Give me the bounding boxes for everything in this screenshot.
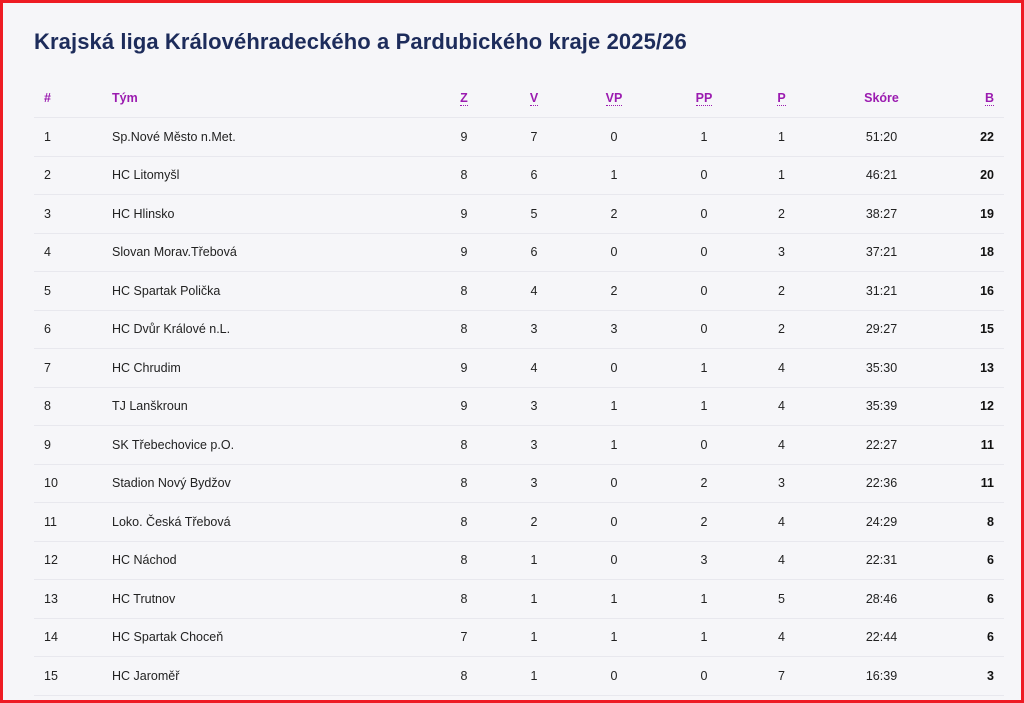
standings-table — [34, 79, 1004, 696]
cell-team: Loko. Česká Třebová — [112, 503, 424, 542]
cell-rank: 6 — [34, 310, 112, 349]
cell-score: 46:21 — [819, 156, 944, 195]
cell-wins: 1 — [504, 618, 564, 657]
cell-played: 9 — [424, 387, 504, 426]
cell-points: 6 — [944, 618, 1004, 657]
cell-score: 37:21 — [819, 233, 944, 272]
cell-losses: 4 — [744, 426, 819, 465]
cell-played: 9 — [424, 195, 504, 234]
header-losses[interactable]: P — [777, 91, 786, 105]
cell-ot-wins: 0 — [564, 503, 664, 542]
cell-ot-losses: 1 — [664, 387, 744, 426]
cell-points: 12 — [944, 387, 1004, 426]
cell-wins: 1 — [504, 580, 564, 619]
cell-wins: 2 — [504, 503, 564, 542]
cell-played: 8 — [424, 657, 504, 696]
cell-rank: 4 — [34, 233, 112, 272]
cell-ot-losses: 0 — [664, 310, 744, 349]
cell-rank: 7 — [34, 349, 112, 388]
cell-team: Slovan Morav.Třebová — [112, 233, 424, 272]
cell-played: 8 — [424, 503, 504, 542]
cell-points: 20 — [944, 156, 1004, 195]
table-row — [34, 580, 1004, 619]
cell-rank: 1 — [34, 118, 112, 157]
header-ot-losses[interactable]: PP — [695, 91, 713, 105]
cell-played: 9 — [424, 349, 504, 388]
table-row — [34, 156, 1004, 195]
table-row — [34, 272, 1004, 311]
cell-team: HC Chrudim — [112, 349, 424, 388]
cell-score: 29:27 — [819, 310, 944, 349]
table-row — [34, 195, 1004, 234]
cell-rank: 13 — [34, 580, 112, 619]
cell-team: HC Náchod — [112, 541, 424, 580]
cell-ot-wins: 1 — [564, 580, 664, 619]
cell-ot-wins: 2 — [564, 195, 664, 234]
cell-ot-wins: 0 — [564, 541, 664, 580]
cell-losses: 2 — [744, 272, 819, 311]
cell-wins: 6 — [504, 156, 564, 195]
cell-score: 35:39 — [819, 387, 944, 426]
cell-losses: 1 — [744, 118, 819, 157]
table-row — [34, 618, 1004, 657]
cell-wins: 5 — [504, 195, 564, 234]
table-row — [34, 657, 1004, 696]
cell-losses: 4 — [744, 618, 819, 657]
cell-played: 8 — [424, 156, 504, 195]
cell-losses: 4 — [744, 349, 819, 388]
cell-rank: 8 — [34, 387, 112, 426]
table-header-row — [34, 79, 1004, 118]
cell-losses: 4 — [744, 503, 819, 542]
table-row — [34, 349, 1004, 388]
cell-score: 22:27 — [819, 426, 944, 465]
cell-rank: 11 — [34, 503, 112, 542]
cell-ot-losses: 0 — [664, 233, 744, 272]
cell-score: 22:31 — [819, 541, 944, 580]
cell-ot-losses: 1 — [664, 349, 744, 388]
cell-score: 22:44 — [819, 618, 944, 657]
table-row — [34, 541, 1004, 580]
cell-ot-wins: 0 — [564, 464, 664, 503]
cell-ot-wins: 1 — [564, 618, 664, 657]
cell-score: 22:36 — [819, 464, 944, 503]
table-row — [34, 387, 1004, 426]
cell-played: 8 — [424, 426, 504, 465]
cell-ot-wins: 0 — [564, 349, 664, 388]
cell-points: 13 — [944, 349, 1004, 388]
cell-score: 35:30 — [819, 349, 944, 388]
cell-wins: 1 — [504, 657, 564, 696]
cell-ot-losses: 0 — [664, 272, 744, 311]
header-points[interactable]: B — [984, 91, 994, 105]
cell-ot-wins: 0 — [564, 657, 664, 696]
cell-losses: 4 — [744, 541, 819, 580]
cell-played: 8 — [424, 580, 504, 619]
cell-points: 11 — [944, 426, 1004, 465]
cell-ot-losses: 1 — [664, 580, 744, 619]
cell-played: 8 — [424, 272, 504, 311]
cell-wins: 7 — [504, 118, 564, 157]
cell-points: 16 — [944, 272, 1004, 311]
cell-rank: 14 — [34, 618, 112, 657]
cell-team: HC Spartak Polička — [112, 272, 424, 311]
cell-rank: 3 — [34, 195, 112, 234]
cell-team: HC Spartak Choceň — [112, 618, 424, 657]
table-row — [34, 503, 1004, 542]
cell-played: 9 — [424, 118, 504, 157]
cell-ot-losses: 3 — [664, 541, 744, 580]
cell-rank: 2 — [34, 156, 112, 195]
cell-losses: 4 — [744, 387, 819, 426]
header-rank[interactable]: # — [44, 91, 51, 105]
cell-ot-losses: 1 — [664, 618, 744, 657]
cell-losses: 3 — [744, 233, 819, 272]
cell-team: HC Trutnov — [112, 580, 424, 619]
cell-points: 18 — [944, 233, 1004, 272]
cell-ot-wins: 3 — [564, 310, 664, 349]
cell-team: TJ Lanškroun — [112, 387, 424, 426]
cell-ot-wins: 2 — [564, 272, 664, 311]
cell-rank: 15 — [34, 657, 112, 696]
cell-team: SK Třebechovice p.O. — [112, 426, 424, 465]
cell-rank: 10 — [34, 464, 112, 503]
header-team[interactable]: Tým — [112, 91, 138, 105]
table-row — [34, 118, 1004, 157]
cell-played: 8 — [424, 310, 504, 349]
header-wins[interactable]: V — [529, 91, 539, 105]
cell-rank: 12 — [34, 541, 112, 580]
cell-ot-wins: 1 — [564, 426, 664, 465]
cell-score: 16:39 — [819, 657, 944, 696]
cell-team: Sp.Nové Město n.Met. — [112, 118, 424, 157]
cell-points: 3 — [944, 657, 1004, 696]
header-score[interactable]: Skóre — [864, 91, 899, 105]
cell-team: HC Litomyšl — [112, 156, 424, 195]
header-ot-wins[interactable]: VP — [605, 91, 623, 105]
cell-score: 28:46 — [819, 580, 944, 619]
cell-wins: 1 — [504, 541, 564, 580]
cell-points: 15 — [944, 310, 1004, 349]
cell-wins: 4 — [504, 272, 564, 311]
cell-wins: 6 — [504, 233, 564, 272]
cell-team: HC Dvůr Králové n.L. — [112, 310, 424, 349]
cell-rank: 9 — [34, 426, 112, 465]
cell-points: 6 — [944, 541, 1004, 580]
header-played[interactable]: Z — [460, 91, 468, 105]
table-row — [34, 464, 1004, 503]
page-title: Krajská liga Královéhradeckého a Pardubického kraje 2025/26 — [34, 29, 687, 54]
cell-rank: 5 — [34, 272, 112, 311]
cell-ot-wins: 1 — [564, 156, 664, 195]
cell-score: 24:29 — [819, 503, 944, 542]
cell-played: 9 — [424, 233, 504, 272]
cell-losses: 5 — [744, 580, 819, 619]
cell-losses: 3 — [744, 464, 819, 503]
cell-points: 11 — [944, 464, 1004, 503]
cell-losses: 2 — [744, 310, 819, 349]
cell-played: 7 — [424, 618, 504, 657]
cell-points: 22 — [944, 118, 1004, 157]
table-row — [34, 426, 1004, 465]
cell-losses: 7 — [744, 657, 819, 696]
cell-ot-wins: 1 — [564, 387, 664, 426]
cell-losses: 2 — [744, 195, 819, 234]
cell-ot-losses: 2 — [664, 464, 744, 503]
table-row — [34, 310, 1004, 349]
cell-played: 8 — [424, 541, 504, 580]
cell-team: HC Jaroměř — [112, 657, 424, 696]
cell-ot-wins: 0 — [564, 233, 664, 272]
cell-wins: 4 — [504, 349, 564, 388]
cell-wins: 3 — [504, 310, 564, 349]
cell-score: 31:21 — [819, 272, 944, 311]
cell-wins: 3 — [504, 387, 564, 426]
cell-points: 19 — [944, 195, 1004, 234]
cell-team: HC Hlinsko — [112, 195, 424, 234]
cell-ot-losses: 0 — [664, 657, 744, 696]
cell-ot-losses: 2 — [664, 503, 744, 542]
cell-losses: 1 — [744, 156, 819, 195]
cell-wins: 3 — [504, 426, 564, 465]
table-row — [34, 233, 1004, 272]
cell-ot-wins: 0 — [564, 118, 664, 157]
cell-played: 8 — [424, 464, 504, 503]
cell-ot-losses: 0 — [664, 195, 744, 234]
cell-ot-losses: 0 — [664, 426, 744, 465]
cell-ot-losses: 1 — [664, 118, 744, 157]
cell-score: 51:20 — [819, 118, 944, 157]
cell-points: 6 — [944, 580, 1004, 619]
cell-points: 8 — [944, 503, 1004, 542]
cell-score: 38:27 — [819, 195, 944, 234]
cell-ot-losses: 0 — [664, 156, 744, 195]
cell-wins: 3 — [504, 464, 564, 503]
cell-team: Stadion Nový Bydžov — [112, 464, 424, 503]
